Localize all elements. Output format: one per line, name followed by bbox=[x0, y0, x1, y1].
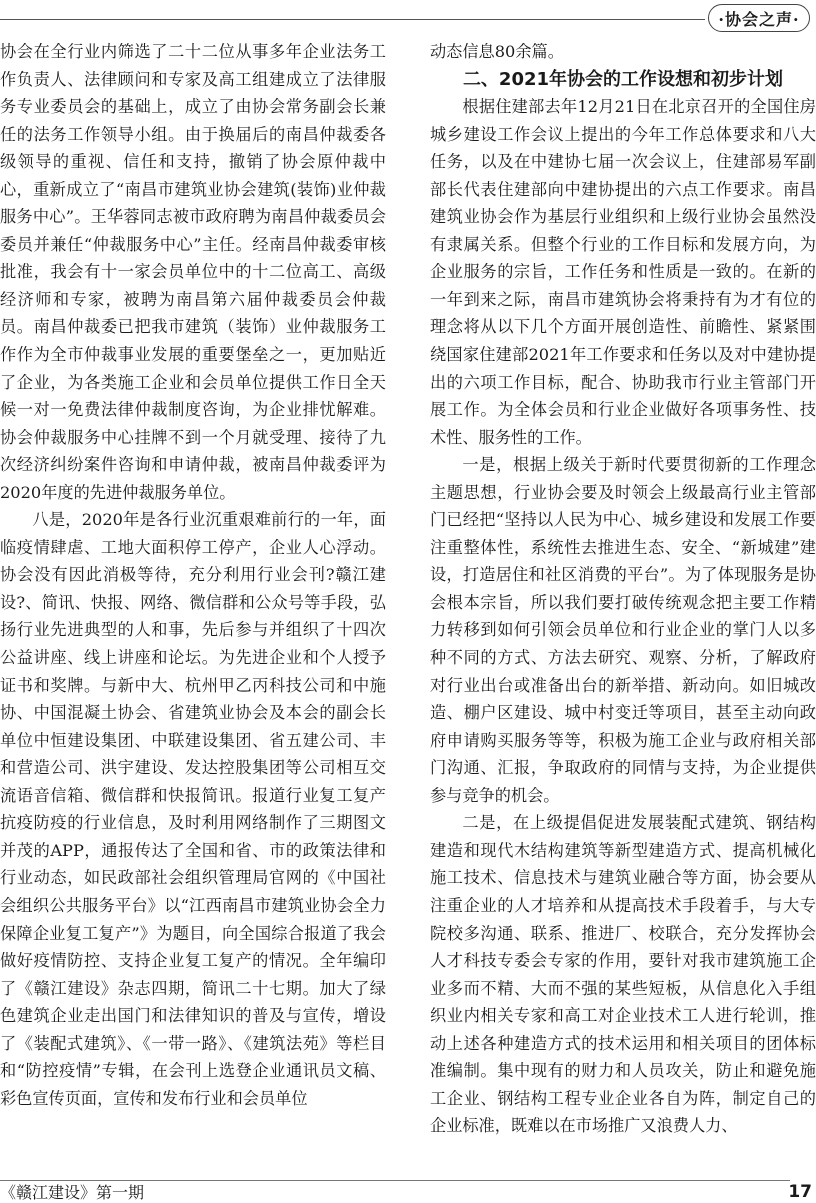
right-paragraph-3: 二是，在上级提倡促进发展装配式建筑、钢结构建造和现代木结构建筑等新型建造方式、提高机械化施工技术、信息技术与建筑业融合等方面，协会要从注重企业的人才培养和从提高技术手段着手，与大专院校多沟通、联系、推进厂、校联合，充分发挥协会人才科技专委会专家的作用，要针对我市建筑施工企业多而不精、大而不强的某些短板，从信息化入手组织业内相关专家和高工对企业技术工人进行轮训，推动上述各种建造方式的技术运用和相关项目的团体标准编制。集中现有的财力和人员攻关，防止和避免施工企业、钢结构工程专业企业各自为阵，制定自己的企业标准，既难以在市场推广又浪费人力、 bbox=[430, 813, 816, 1136]
journal-name: 《赣江建设》第一期 bbox=[0, 1183, 145, 1202]
right-paragraph-1: 根据住建部去年12月21日在北京召开的全国住房城乡建设工作会议上提出的今年工作总体要求和八大任务，以及在中建协七届一次会议上，住建部易军副部长代表住建部向中建协提出的六点工作要求。南昌建筑业协会作为基层行业组织和上级行业协会虽然没有隶属关系。但整个行业的工作目标和发展方向，为企业服务的宗旨，工作任务和性质是一致的。在新的一年到来之际，南昌市建筑协会将秉持有为才有位的理念将从以下几个方面开展创造性、前瞻性、紧紧围绕国家住建部2021年工作要求和任务以及对中建协提出的六项工作目标，配合、协助我市行业主管部门开展工作。为全体会员和行业企业做好各项事务性、技术性、服务性的工作。 bbox=[430, 97, 816, 447]
left-paragraph-2: 八是，2020年是各行业沉重艰难前行的一年，面临疫情肆虐、工地大面积停工停产，企业人心浮动。协会没有因此消极等待，充分利用行业会刊?赣江建设?、简讯、快报、网络、微信群和公众号等手段，弘扬行业先进典型的人和事，先后参与并组织了十四次公益讲座、线上讲座和论坛。为先进企业和个人授予证书和奖牌。与新中大、杭州甲乙丙科技公司和中施协、中国混凝土协会、省建筑业协会及本会的副会长单位中恒建设集团、中联建设集团、省五建公司、丰和营造公司、洪宇建设、发达控股集团等公司相互交流语音信箱、微信群和快报简讯。报道行业复工复产抗疫防疫的行业信息，及时利用网络制作了三期图文并茂的APP，通报传达了全国和省、市的政策法律和行业动态，如民政部社会组织管理局官网的《中国社会组织公共服务平台》以“江西南昌市建筑业协会全力保障企业复工复产”》为题目，向全国综合报道了我会做好疫情防控、支持企业复工复产的情况。全年编印了《赣江建设》杂志四期，简讯二十七期。加大了绿色建筑企业走出国门和法律知识的普及与宣传，增设了《装配式建筑》、《一带一路》、《建筑法苑》等栏目和“防控疫情”专辑，在会刊上选登企业通讯员文稿、彩色宣传页面，宣传和发布行业和会员单位 bbox=[0, 510, 386, 1108]
header-rule bbox=[0, 19, 705, 20]
footer-rule bbox=[0, 1180, 790, 1181]
right-column bbox=[430, 38, 816, 1140]
section-heading: 二、2021年协会的工作设想和初步计划 bbox=[462, 68, 784, 90]
left-paragraph-1: 协会在全行业内筛选了二十二位从事多年企业法务工作负责人、法律顾问和专家及高工组建成立了法律服务专业委员会的基础上，成立了由协会常务副会长兼任的法务工作领导小组。由于换届后的南昌仲裁委各级领导的重视、信任和支持，撤销了协会原仲裁中心，重新成立了“南昌市建筑业协会建筑(装饰)业仲裁服务中心”。王华蓉同志被市政府聘为南昌仲裁委员会委员并兼任“仲裁服务中心”主任。经南昌仲裁委审核批准，我会有十一家会员单位中的十二位高工、高级经济师和专家，被聘为南昌第六届仲裁委员会仲裁员。南昌仲裁委已把我市建筑（装饰）业仲裁服务工作作为全市仲裁事业发展的重要堡垒之一，更加贴近了企业，为各类施工企业和会员单位提供工作日全天候一对一免费法律仲裁制度咨询，为企业排忧解难。协会仲裁服务中心挂牌不到一个月就受理、接待了九次经济纠纷案件咨询和申请仲裁，被南昌仲裁委评为2020年度的先进仲裁服务单位。 bbox=[0, 42, 386, 502]
right-paragraph-continued: 动态信息80余篇。 bbox=[430, 42, 564, 61]
section-tag: ·协会之声· bbox=[708, 4, 810, 32]
right-paragraph-2: 一是，根据上级关于新时代要贯彻新的工作理念主题思想，行业协会要及时领会上级最高行业主管部门已经把“坚持以人民为中心、城乡建设和发展工作要注重整体性，系统性去推进生态、安全、“新城建”建设，打造居住和社区消费的平台”。为了体现服务是协会根本宗旨，所以我们要打破传统观念把主要工作精力转移到如何引领会员单位和行业企业的掌门人以多种不同的方式、方法去研究、观察、分析，了解政府对行业出台或准备出台的新举措、新动向。如旧城改造、棚户区建设、城中村变迁等项目，甚至主动向政府申请购买服务等等，积极为施工企业与政府相关部门沟通、汇报，争取政府的同情与支持，为企业提供参与竞争的机会。 bbox=[430, 455, 816, 805]
page-number: 17 bbox=[788, 1182, 812, 1202]
left-column bbox=[0, 38, 386, 1112]
